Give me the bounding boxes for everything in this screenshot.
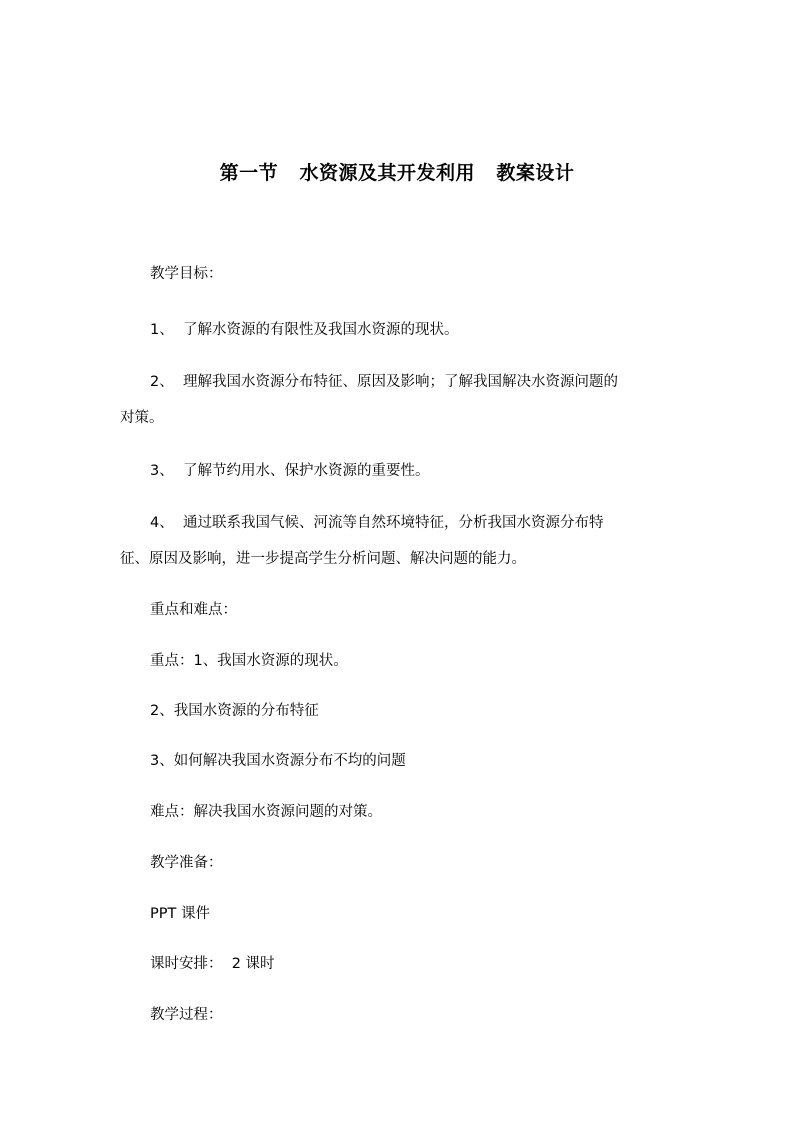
preparation-text: PPT 课件 <box>150 906 210 922</box>
document-title: 第一节 水资源及其开发利用 教案设计 <box>219 162 575 184</box>
objective-4-line-1: 4、 通过联系我国气候、河流等自然环境特征，分析我国水资源分布特 <box>150 515 604 531</box>
objective-4-line-2: 征、原因及影响，进一步提高学生分析问题、解决问题的能力。 <box>120 551 526 567</box>
key-point-2: 2、我国水资源的分布特征 <box>150 703 319 719</box>
process-heading: 教学过程： <box>150 1007 223 1023</box>
key-points-heading: 重点和难点： <box>150 602 237 618</box>
objective-1: 1、 了解水资源的有限性及我国水资源的现状。 <box>150 322 459 338</box>
difficulty-text: 难点：解决我国水资源问题的对策。 <box>150 804 382 820</box>
objective-2-line-1: 2、 理解我国水资源分布特征、原因及影响；了解我国解决水资源问题的 <box>150 374 618 390</box>
objectives-heading: 教学目标： <box>150 266 223 282</box>
key-point-1: 重点：1、我国水资源的现状。 <box>150 653 348 669</box>
objective-2-line-2: 对策。 <box>120 410 164 426</box>
key-point-3: 3、如何解决我国水资源分布不均的问题 <box>150 753 406 769</box>
objective-3: 3、 了解节约用水、保护水资源的重要性。 <box>150 463 430 479</box>
preparation-heading: 教学准备： <box>150 855 223 871</box>
schedule-text: 课时安排： 2 课时 <box>150 956 275 972</box>
